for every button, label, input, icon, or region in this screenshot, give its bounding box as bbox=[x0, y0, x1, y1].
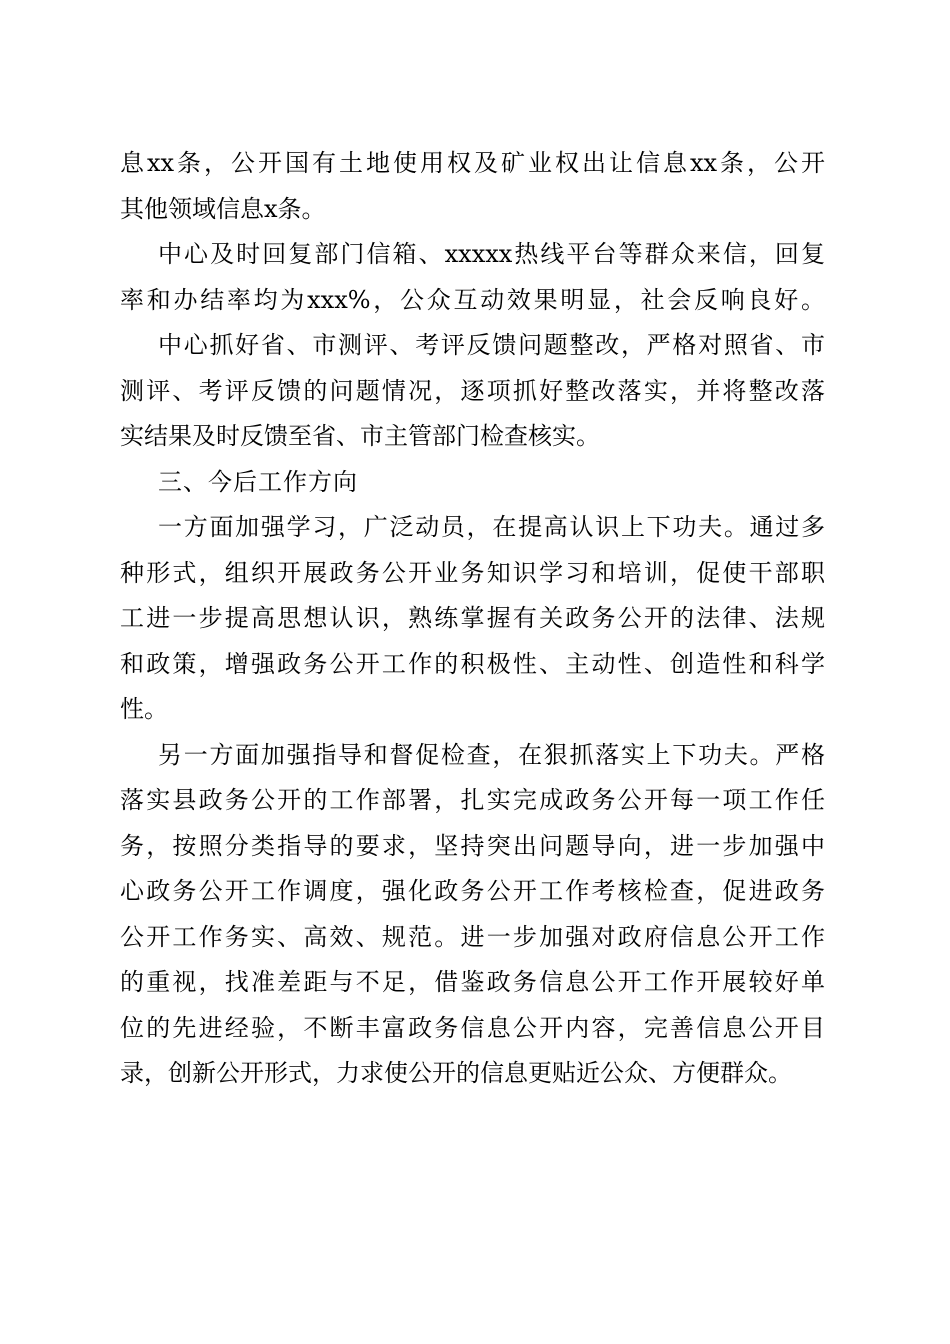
paragraph-2-line-2: 率和办结率均为xxx%，公众互动效果明显，社会反响良好。 bbox=[120, 286, 825, 314]
paragraph-5-line-6: 的重视，找准差距与不足，借鉴政务信息公开工作开展较好单 bbox=[120, 968, 825, 996]
paragraph-5-line-2: 落实县政务公开的工作部署，扎实完成政务公开每一项工作任 bbox=[120, 786, 825, 814]
paragraph-1-line-2: 其他领域信息x条。 bbox=[120, 195, 326, 223]
paragraph-4-line-3: 工进一步提高思想认识，熟练掌握有关政务公开的法律、法规 bbox=[120, 604, 825, 632]
paragraph-5-line-1: 另一方面加强指导和督促检查，在狠抓落实上下功夫。严格 bbox=[158, 741, 825, 769]
paragraph-3-line-1: 中心抓好省、市测评、考评反馈问题整改，严格对照省、市 bbox=[158, 331, 825, 359]
paragraph-4-line-4: 和政策，增强政务公开工作的积极性、主动性、创造性和科学 bbox=[120, 650, 825, 678]
paragraph-5-line-4: 心政务公开工作调度，强化政务公开工作考核检查，促进政务 bbox=[120, 877, 825, 905]
paragraph-5-line-8: 录，创新公开形式，力求使公开的信息更贴近公众、方便群众。 bbox=[120, 1059, 792, 1087]
paragraph-3-line-3: 实结果及时反馈至省、市主管部门检查核实。 bbox=[120, 422, 600, 450]
paragraph-1-line-1: 息xx条，公开国有土地使用权及矿业权出让信息xx条，公开 bbox=[120, 149, 825, 177]
paragraph-5-line-5: 公开工作务实、高效、规范。进一步加强对政府信息公开工作 bbox=[120, 923, 825, 951]
paragraph-5-line-3: 务，按照分类指导的要求，坚持突出问题导向，进一步加强中 bbox=[120, 832, 825, 860]
paragraph-3-line-2: 测评、考评反馈的问题情况，逐项抓好整改落实，并将整改落 bbox=[120, 377, 825, 405]
paragraph-4-line-5: 性。 bbox=[120, 695, 168, 723]
paragraph-2-line-1: 中心及时回复部门信箱、xxxxx热线平台等群众来信，回复 bbox=[158, 240, 825, 268]
paragraph-4-line-1: 一方面加强学习，广泛动员，在提高认识上下功夫。通过多 bbox=[158, 513, 825, 541]
paragraph-4-line-2: 种形式，组织开展政务公开业务知识学习和培训，促使干部职 bbox=[120, 559, 825, 587]
paragraph-5-line-7: 位的先进经验，不断丰富政务信息公开内容，完善信息公开目 bbox=[120, 1014, 825, 1042]
section-heading: 三、今后工作方向 bbox=[158, 468, 358, 496]
